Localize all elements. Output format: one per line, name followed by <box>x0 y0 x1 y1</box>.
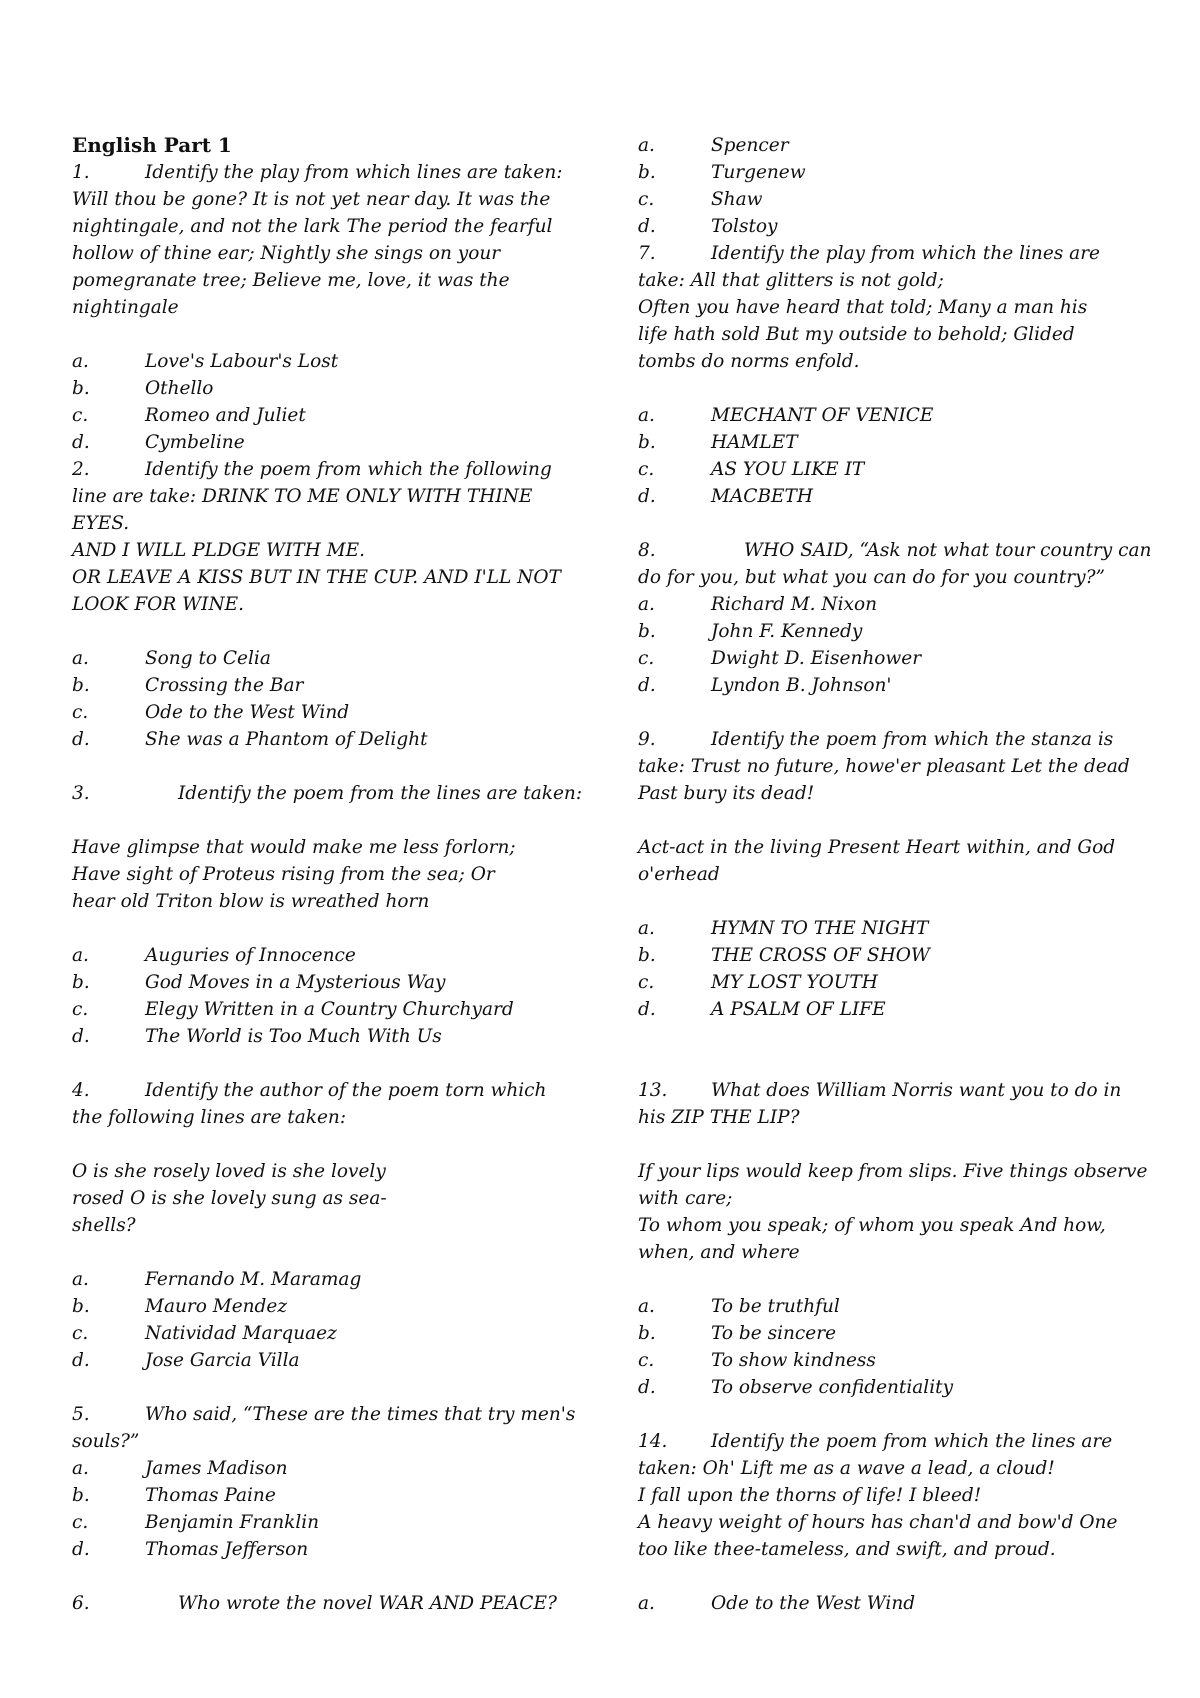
question-text: Identify the poem from which the following <box>145 459 552 480</box>
option-text: Cymbeline <box>145 432 245 453</box>
text-line: his ZIP THE LIP? <box>638 1107 800 1128</box>
question-text: What does William Norris want you to do in <box>711 1080 1122 1101</box>
option-text: She was a Phantom of Delight <box>145 729 428 750</box>
question-text: Identify the play from which the lines are <box>711 243 1100 264</box>
spacer <box>72 1050 577 1077</box>
question-heading <box>72 780 583 807</box>
spacer <box>72 1131 577 1158</box>
text-line: EYES. <box>72 513 130 534</box>
spacer <box>638 1131 1138 1158</box>
answer-option <box>72 1536 577 1563</box>
option-letter: d. <box>72 1350 90 1371</box>
option-letter: b. <box>72 675 90 696</box>
question-text: Identify the play from which lines are taken: <box>145 162 563 183</box>
question-heading <box>638 240 1138 267</box>
option-text: Song to Celia <box>145 648 271 669</box>
text-line: LOOK FOR WINE. <box>72 594 245 615</box>
option-text: Ode to the West Wind <box>145 702 350 723</box>
question-number: 6. <box>72 1593 90 1614</box>
spacer <box>638 1401 1138 1428</box>
question-number: 2. <box>72 459 90 480</box>
spacer <box>638 375 1138 402</box>
option-letter: c. <box>638 459 655 480</box>
option-letter: d. <box>638 999 656 1020</box>
spacer <box>638 888 1138 915</box>
document-title: English Part 1 <box>72 133 232 157</box>
question-text: Identify the poem from the lines are taken: <box>178 783 583 804</box>
answer-option <box>72 348 577 375</box>
option-letter: b. <box>72 1296 90 1317</box>
option-text: God Moves in a Mysterious Way <box>145 972 446 993</box>
option-text: AS YOU LIKE IT <box>711 459 865 480</box>
spacer <box>638 1050 1138 1077</box>
option-text: Crossing the Bar <box>145 675 304 696</box>
text-line: If your lips would keep from slips. Five things observe <box>638 1161 1148 1182</box>
option-text: Jose Garcia Villa <box>145 1350 300 1371</box>
text-line: Will thou be gone? It is not yet near day. It was the <box>72 189 551 210</box>
option-text: Ode to the West Wind <box>711 1593 916 1614</box>
text-line: nightingale, and not the lark The period the fearful <box>72 216 553 237</box>
text-line: OR LEAVE A KISS BUT IN THE CUP. AND I'LL NOT <box>72 567 561 588</box>
option-text: Natividad Marquaez <box>145 1323 337 1344</box>
answer-option <box>72 1347 577 1374</box>
question-heading <box>638 1428 1138 1455</box>
question-heading <box>72 1401 577 1428</box>
option-letter: d. <box>72 432 90 453</box>
answer-option <box>638 213 1138 240</box>
option-letter: a. <box>72 648 89 669</box>
option-letter: c. <box>638 189 655 210</box>
answer-option <box>72 672 577 699</box>
spacer <box>72 753 577 780</box>
answer-option <box>638 1293 1138 1320</box>
right-column <box>638 132 1152 1617</box>
answer-option <box>638 1347 1138 1374</box>
option-letter: a. <box>638 135 655 156</box>
option-text: Thomas Paine <box>145 1485 276 1506</box>
answer-option <box>638 591 1138 618</box>
spacer <box>638 1266 1138 1293</box>
text-line: when, and where <box>638 1242 800 1263</box>
answer-option <box>638 402 1138 429</box>
text-line: I fall upon the thorns of life! I bleed! <box>638 1485 982 1506</box>
option-letter: a. <box>72 351 89 372</box>
option-letter: b. <box>638 432 656 453</box>
option-text: Shaw <box>711 189 763 210</box>
text-line: AND I WILL PLDGE WITH ME. <box>72 540 365 561</box>
answer-option <box>638 672 1138 699</box>
text-line: tombs do norms enfold. <box>638 351 860 372</box>
option-text: Lyndon B. Johnson' <box>711 675 892 696</box>
answer-option <box>638 942 1138 969</box>
text-line: life hath sold But my outside to behold; Glided <box>638 324 1075 345</box>
option-text: Fernando M. Maramag <box>145 1269 362 1290</box>
question-number: 1. <box>72 162 90 183</box>
spacer <box>72 807 577 834</box>
answer-option <box>638 618 1138 645</box>
answer-option <box>638 969 1138 996</box>
option-text: The World is Too Much With Us <box>145 1026 442 1047</box>
option-letter: d. <box>72 729 90 750</box>
option-text: A PSALM OF LIFE <box>711 999 886 1020</box>
option-text: Benjamin Franklin <box>145 1512 320 1533</box>
option-letter: a. <box>638 1593 655 1614</box>
answer-option <box>638 456 1138 483</box>
answer-option <box>72 699 577 726</box>
option-letter: b. <box>638 621 656 642</box>
option-letter: d. <box>638 1377 656 1398</box>
option-letter: c. <box>72 999 89 1020</box>
text-line: Have sight of Proteus rising from the sea; Or <box>72 864 495 885</box>
text-line: take: All that glitters is not gold; <box>638 270 944 291</box>
spacer <box>72 321 577 348</box>
option-text: Romeo and Juliet <box>145 405 306 426</box>
option-text: THE CROSS OF SHOW <box>711 945 930 966</box>
option-text: Richard M. Nixon <box>711 594 878 615</box>
option-letter: c. <box>72 1512 89 1533</box>
spacer <box>638 1563 1138 1590</box>
answer-option <box>72 1482 577 1509</box>
question-number: 9. <box>638 729 656 750</box>
answer-option <box>72 402 577 429</box>
spacer <box>72 1563 577 1590</box>
option-letter: d. <box>72 1026 90 1047</box>
option-letter: b. <box>72 972 90 993</box>
option-letter: d. <box>638 486 656 507</box>
answer-option <box>72 1455 577 1482</box>
text-line: Often you have heard that told; Many a man his <box>638 297 1088 318</box>
option-text: MACBETH <box>711 486 814 507</box>
option-letter: a. <box>638 405 655 426</box>
option-letter: a. <box>72 1458 89 1479</box>
answer-option <box>638 132 1138 159</box>
option-text: Turgenew <box>711 162 806 183</box>
option-text: Othello <box>145 378 214 399</box>
option-text: HYMN TO THE NIGHT <box>711 918 929 939</box>
option-text: Dwight D. Eisenhower <box>711 648 922 669</box>
text-line: Have glimpse that would make me less forlorn; <box>72 837 516 858</box>
question-number: 4. <box>72 1080 90 1101</box>
option-text: HAMLET <box>711 432 798 453</box>
answer-option <box>72 1320 577 1347</box>
option-text: Thomas Jefferson <box>145 1539 309 1560</box>
text-line: A heavy weight of hours has chan'd and bow'd One <box>638 1512 1118 1533</box>
text-line: with care; <box>638 1188 733 1209</box>
option-letter: d. <box>72 1539 90 1560</box>
option-text: Auguries of Innocence <box>145 945 356 966</box>
option-letter: c. <box>72 702 89 723</box>
answer-option <box>72 429 577 456</box>
spacer <box>72 618 577 645</box>
spacer <box>638 1023 1138 1050</box>
text-line: To whom you speak; of whom you speak And how, <box>638 1215 1106 1236</box>
option-letter: b. <box>638 1323 656 1344</box>
option-letter: c. <box>638 1350 655 1371</box>
question-number: 3. <box>72 783 90 804</box>
spacer <box>638 807 1138 834</box>
answer-option <box>638 186 1138 213</box>
text-line: hollow of thine ear; Nightly she sings on your <box>72 243 501 264</box>
text-line: Past bury its dead! <box>638 783 815 804</box>
question-text: Identify the author of the poem torn which <box>145 1080 547 1101</box>
option-letter: d. <box>638 675 656 696</box>
spacer <box>638 699 1138 726</box>
option-letter: a. <box>72 1269 89 1290</box>
option-letter: c. <box>72 1323 89 1344</box>
option-text: Elegy Written in a Country Churchyard <box>145 999 514 1020</box>
question-number: 14. <box>638 1431 668 1452</box>
answer-option <box>638 645 1138 672</box>
spacer <box>72 915 577 942</box>
option-letter: b. <box>638 162 656 183</box>
answer-option <box>72 1509 577 1536</box>
spacer <box>638 510 1138 537</box>
option-letter: a. <box>72 945 89 966</box>
option-text: James Madison <box>145 1458 288 1479</box>
question-heading <box>638 726 1138 753</box>
option-text: Love's Labour's Lost <box>145 351 339 372</box>
answer-option <box>72 375 577 402</box>
option-text: Spencer <box>711 135 789 156</box>
answer-option <box>72 726 577 753</box>
answer-option <box>72 1293 577 1320</box>
option-text: John F. Kennedy <box>711 621 863 642</box>
text-line: nightingale <box>72 297 179 318</box>
text-line: line are take: DRINK TO ME ONLY WITH THINE <box>72 486 533 507</box>
option-letter: a. <box>638 594 655 615</box>
option-text: To show kindness <box>711 1350 876 1371</box>
text-line: taken: Oh' Lift me as a wave a lead, a cloud! <box>638 1458 1055 1479</box>
text-line: Act-act in the living Present Heart within, and God <box>638 837 1116 858</box>
text-line: shells? <box>72 1215 136 1236</box>
question-heading <box>72 1590 577 1617</box>
question-number: 13. <box>638 1080 668 1101</box>
spacer <box>72 1239 577 1266</box>
option-letter: c. <box>72 405 89 426</box>
answer-option <box>72 645 577 672</box>
option-text: MY LOST YOUTH <box>711 972 878 993</box>
question-heading <box>72 1077 577 1104</box>
option-text: To be sincere <box>711 1323 837 1344</box>
option-letter: c. <box>638 648 655 669</box>
answer-option <box>72 1023 577 1050</box>
answer-option <box>72 942 577 969</box>
text-line: O is she rosely loved is she lovely <box>72 1161 386 1182</box>
answer-option <box>638 159 1138 186</box>
answer-option <box>638 1590 1138 1617</box>
text-line: o'erhead <box>638 864 720 885</box>
question-text: Who said, “These are the times that try men's <box>145 1404 576 1425</box>
answer-option <box>638 1374 1138 1401</box>
text-line: hear old Triton blow is wreathed horn <box>72 891 430 912</box>
answer-option <box>72 969 577 996</box>
question-number: 5. <box>72 1404 90 1425</box>
left-column <box>72 132 583 1617</box>
text-line: too like thee-tameless, and swift, and proud. <box>638 1539 1056 1560</box>
text-line: rosed O is she lovely sung as sea- <box>72 1188 387 1209</box>
option-letter: d. <box>638 216 656 237</box>
question-heading <box>638 1077 1138 1104</box>
answer-option <box>638 483 1138 510</box>
question-text: Who wrote the novel WAR AND PEACE? <box>178 1593 557 1614</box>
text-line: pomegranate tree; Believe me, love, it was the <box>72 270 510 291</box>
option-letter: a. <box>638 918 655 939</box>
text-line: the following lines are taken: <box>72 1107 347 1128</box>
option-letter: b. <box>72 1485 90 1506</box>
question-text: Identify the poem from which the stanza is <box>711 729 1114 750</box>
question-heading <box>72 159 577 186</box>
option-text: To observe confidentiality <box>711 1377 954 1398</box>
option-letter: c. <box>638 972 655 993</box>
answer-option <box>638 429 1138 456</box>
option-letter: a. <box>638 1296 655 1317</box>
option-text: To be truthful <box>711 1296 840 1317</box>
answer-option <box>638 1320 1138 1347</box>
answer-option <box>72 1266 577 1293</box>
spacer <box>72 1374 577 1401</box>
question-text: WHO SAID, “Ask not what tour country can <box>744 540 1152 561</box>
question-heading <box>638 537 1152 564</box>
text-line: take: Trust no future, howe'er pleasant Let the dead <box>638 756 1130 777</box>
answer-option <box>72 996 577 1023</box>
question-text: Identify the poem from which the lines are <box>711 1431 1113 1452</box>
option-text: Tolstoy <box>711 216 778 237</box>
option-text: Mauro Mendez <box>145 1296 288 1317</box>
question-number: 7. <box>638 243 656 264</box>
answer-option <box>638 915 1138 942</box>
answer-option <box>638 996 1138 1023</box>
question-heading <box>72 456 577 483</box>
option-letter: b. <box>72 378 90 399</box>
question-number: 8. <box>638 540 656 561</box>
text-line: do for you, but what you can do for you country?” <box>638 567 1105 588</box>
option-letter: b. <box>638 945 656 966</box>
option-text: MECHANT OF VENICE <box>711 405 934 426</box>
text-line: souls?” <box>72 1431 140 1452</box>
